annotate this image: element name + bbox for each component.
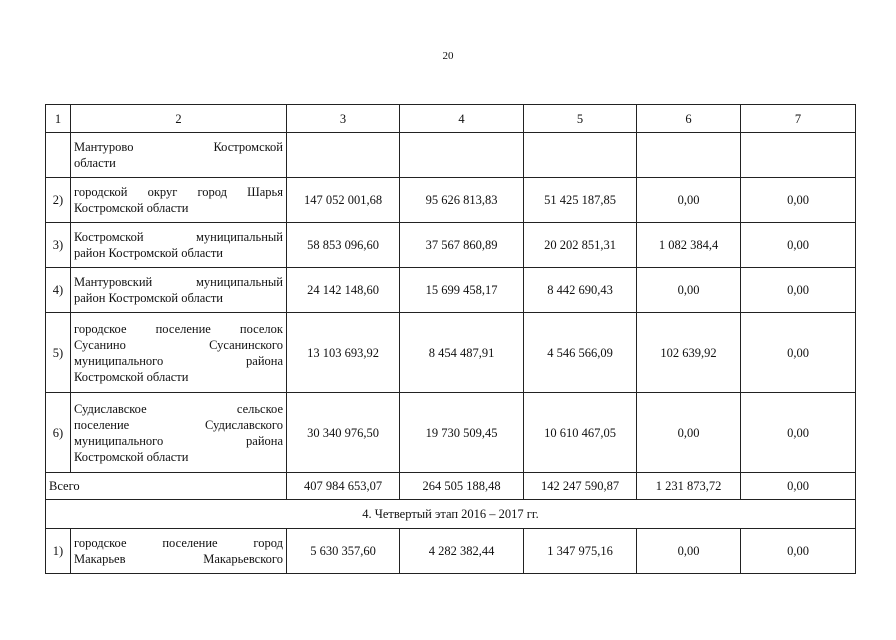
value-cell: 13 103 693,92 — [287, 313, 400, 393]
name-line: район Костромской области — [74, 246, 223, 260]
page-number: 20 — [442, 50, 454, 62]
value-cell: 8 442 690,43 — [524, 268, 637, 313]
value-cell: 15 699 458,17 — [400, 268, 524, 313]
name-line: Костромской области — [74, 369, 189, 384]
municipality-name — [71, 133, 287, 178]
name-line: район Костромской области — [74, 291, 223, 305]
table-row — [46, 223, 856, 268]
budget-table — [45, 104, 856, 574]
value-cell — [287, 133, 400, 178]
header-cell: 1 — [46, 105, 71, 133]
value-cell: 30 340 976,50 — [287, 393, 400, 473]
table-row — [46, 133, 856, 178]
value-cell: 1 347 975,16 — [524, 529, 637, 574]
name-line: Костромской области — [74, 201, 189, 215]
value-cell: 0,00 — [637, 529, 741, 574]
value-cell: 4 282 382,44 — [400, 529, 524, 574]
value-cell: 20 202 851,31 — [524, 223, 637, 268]
name-line: Мантурово Костромской — [74, 140, 283, 154]
name-line: Макарьев Макарьевского — [74, 552, 283, 566]
name-line: Сусанино Сусанинского — [74, 337, 283, 352]
row-index: 2) — [46, 178, 71, 223]
header-cell: 4 — [400, 105, 524, 133]
value-cell: 1 082 384,4 — [637, 223, 741, 268]
value-cell: 102 639,92 — [637, 313, 741, 393]
value-cell — [400, 133, 524, 178]
value-cell: 0,00 — [637, 393, 741, 473]
name-line: Костромской области — [74, 449, 189, 464]
value-cell: 5 630 357,60 — [287, 529, 400, 574]
row-index — [46, 133, 71, 178]
value-cell — [637, 133, 741, 178]
name-line: Судиславское сельское — [74, 401, 283, 416]
municipality-name — [71, 313, 287, 393]
name-line: области — [74, 156, 116, 170]
value-cell: 19 730 509,45 — [400, 393, 524, 473]
header-cell: 2 — [71, 105, 287, 133]
value-cell: 95 626 813,83 — [400, 178, 524, 223]
value-cell: 51 425 187,85 — [524, 178, 637, 223]
value-cell — [524, 133, 637, 178]
name-line: муниципального района — [74, 433, 283, 448]
name-line: Мантуровский муниципальный — [74, 275, 283, 289]
total-value: 264 505 188,48 — [400, 473, 524, 500]
table-row — [46, 393, 856, 473]
total-value: 0,00 — [741, 473, 856, 500]
name-line: городское поселение поселок — [74, 321, 283, 336]
value-cell: 0,00 — [741, 313, 856, 393]
value-cell — [741, 133, 856, 178]
municipality-name — [71, 223, 287, 268]
value-cell: 10 610 467,05 — [524, 393, 637, 473]
total-value: 407 984 653,07 — [287, 473, 400, 500]
row-index: 6) — [46, 393, 71, 473]
header-cell: 6 — [637, 105, 741, 133]
stage-heading: 4. Четвертый этап 2016 – 2017 гг. — [46, 500, 856, 529]
row-index: 1) — [46, 529, 71, 574]
value-cell: 0,00 — [741, 178, 856, 223]
name-line: городское поселение город — [74, 536, 283, 550]
value-cell: 0,00 — [741, 268, 856, 313]
row-index: 4) — [46, 268, 71, 313]
value-cell: 4 546 566,09 — [524, 313, 637, 393]
value-cell: 147 052 001,68 — [287, 178, 400, 223]
municipality-name — [71, 529, 287, 574]
value-cell: 24 142 148,60 — [287, 268, 400, 313]
total-value: 1 231 873,72 — [637, 473, 741, 500]
table-row — [46, 313, 856, 393]
value-cell: 0,00 — [637, 268, 741, 313]
header-cell: 5 — [524, 105, 637, 133]
name-line: муниципального района — [74, 353, 283, 368]
row-index: 3) — [46, 223, 71, 268]
total-label: Всего — [46, 473, 287, 500]
total-row — [46, 473, 856, 500]
value-cell: 0,00 — [741, 393, 856, 473]
table-header-row — [46, 105, 856, 133]
table-row — [46, 178, 856, 223]
header-cell: 3 — [287, 105, 400, 133]
name-line: городской округ город Шарья — [74, 185, 283, 199]
value-cell: 58 853 096,60 — [287, 223, 400, 268]
municipality-name — [71, 268, 287, 313]
total-value: 142 247 590,87 — [524, 473, 637, 500]
value-cell: 0,00 — [741, 223, 856, 268]
value-cell: 37 567 860,89 — [400, 223, 524, 268]
table-row — [46, 529, 856, 574]
municipality-name — [71, 178, 287, 223]
table-row — [46, 268, 856, 313]
value-cell: 8 454 487,91 — [400, 313, 524, 393]
municipality-name — [71, 393, 287, 473]
value-cell: 0,00 — [741, 529, 856, 574]
value-cell: 0,00 — [637, 178, 741, 223]
name-line: Костромской муниципальный — [74, 230, 283, 244]
stage-heading-row — [46, 500, 856, 529]
row-index: 5) — [46, 313, 71, 393]
header-cell: 7 — [741, 105, 856, 133]
name-line: поселение Судиславского — [74, 417, 283, 432]
